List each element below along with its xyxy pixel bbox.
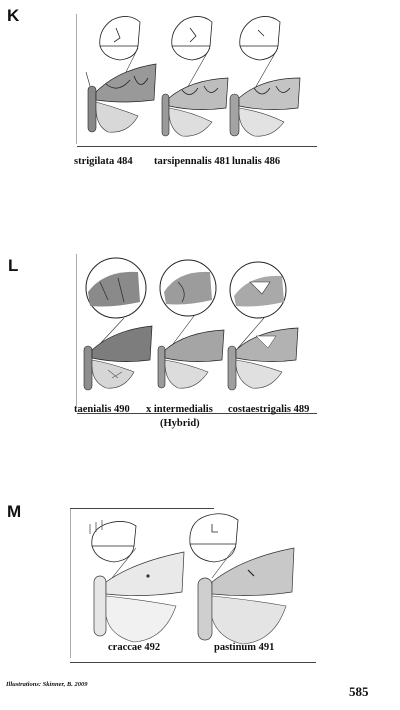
moth-pastinum xyxy=(198,548,294,644)
wing-outline-sketch-1 xyxy=(100,16,140,60)
wing-outline-sketch-craccae xyxy=(90,520,136,562)
illustration-credit: Illustrations: Skinner, B. 2009 xyxy=(6,681,88,688)
caption-tarsipennalis: tarsipennalis 481 xyxy=(154,156,231,167)
moth-lunalis xyxy=(230,78,300,136)
plate-m-border xyxy=(70,508,71,658)
moth-strigilata xyxy=(86,64,156,132)
hybrid-note: (Hybrid) xyxy=(160,418,200,429)
caption-pastinum: pastinum 491 xyxy=(214,642,275,653)
caption-craccae: craccae 492 xyxy=(108,642,161,653)
caption-strigilata: strigilata 484 xyxy=(74,156,133,167)
caption-costaestrigalis: costaestrigalis 489 xyxy=(228,404,310,415)
plate-k-rule xyxy=(77,146,317,147)
caption-lunalis: lunalis 486 xyxy=(232,156,281,167)
moth-tarsipennalis xyxy=(162,78,228,136)
plate-letter-m: M xyxy=(7,502,22,521)
plate-m-illustrations xyxy=(72,506,316,656)
moth-craccae xyxy=(94,552,184,642)
page-number: 585 xyxy=(349,684,369,699)
magnified-wing-taenialis xyxy=(86,258,146,318)
moth-costaestrigalis xyxy=(228,328,298,390)
plate-k-border xyxy=(76,14,77,144)
plate-m-rule xyxy=(70,662,316,663)
wing-outline-sketch-pastinum xyxy=(190,514,238,562)
magnified-wing-intermedialis xyxy=(160,260,216,316)
plate-l-illustrations xyxy=(78,252,318,408)
plate-letter-k: K xyxy=(7,6,20,25)
wing-outline-sketch-3 xyxy=(240,16,280,60)
plate-letter-l: L xyxy=(8,256,19,275)
moth-taenialis xyxy=(84,326,152,390)
plate-l-border xyxy=(76,254,77,406)
plate-k-illustrations xyxy=(78,8,318,148)
wing-outline-sketch-2 xyxy=(172,16,212,60)
moth-intermedialis xyxy=(158,330,224,388)
caption-taenialis: taenialis 490 xyxy=(74,404,130,415)
caption-x-intermedialis: x intermedialis xyxy=(146,404,213,415)
magnified-wing-costaestrigalis xyxy=(230,262,286,318)
